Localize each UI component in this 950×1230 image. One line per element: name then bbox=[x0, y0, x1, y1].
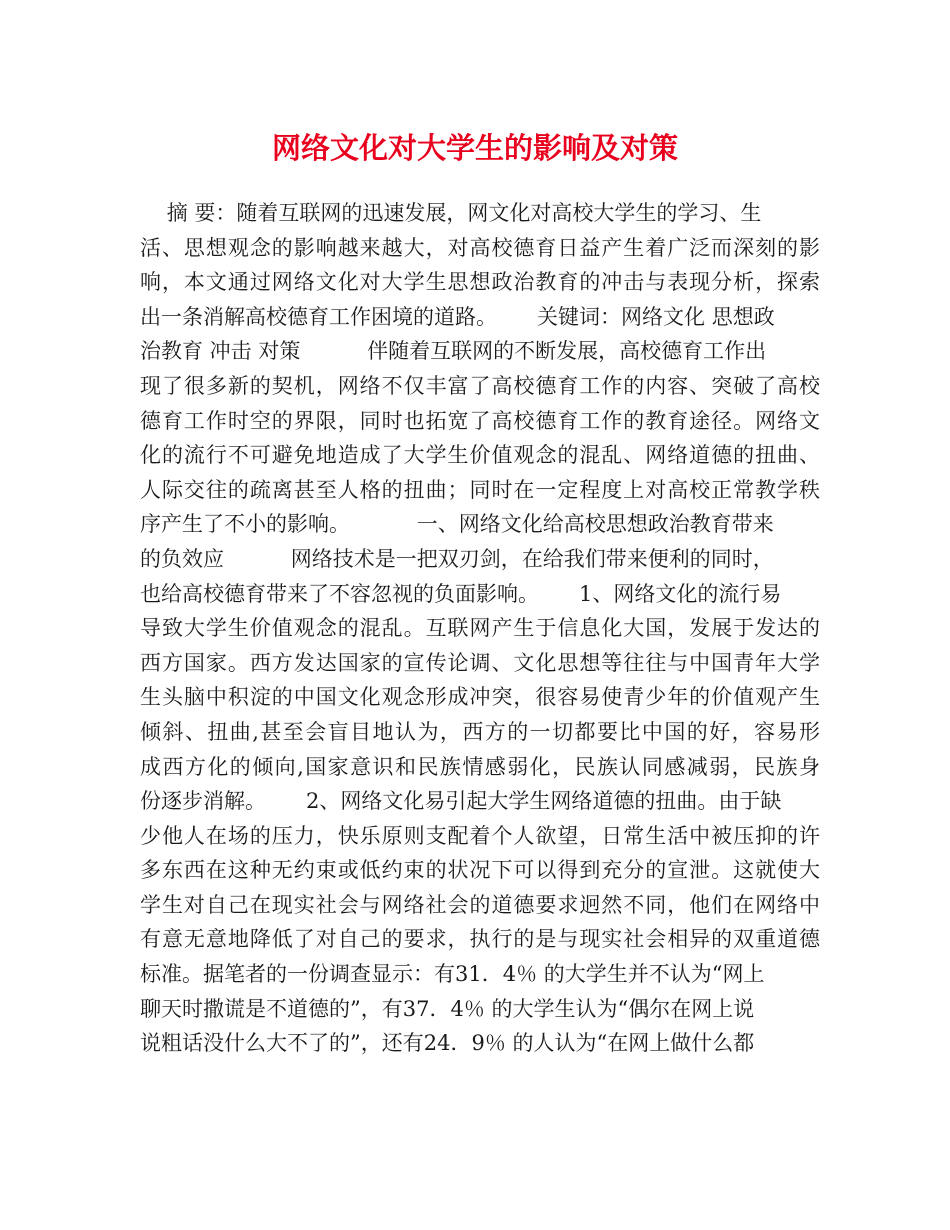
body-line-20: 多东西在这种无约束或低约束的状况下可以得到充分的宣泄。这就使大 bbox=[140, 858, 820, 883]
body-line-13: 导致大学生价值观念的混乱。互联网产生于信息化大国，发展于发达的 bbox=[140, 616, 820, 641]
body-line-3: 响，本文通过网络文化对大学生思想政治教育的冲击与表现分析，探索 bbox=[140, 270, 820, 295]
body-line-18: 份逐步消解。 2、网络文化易引起大学生网络道德的扭曲。由于缺 bbox=[140, 789, 782, 814]
body-line-22: 有意无意地降低了对自己的要求，执行的是与现实社会相异的双重道德 bbox=[140, 927, 820, 952]
body-line-10: 序产生了不小的影响。 一、网络文化给高校思想政治教育带来 bbox=[140, 512, 774, 537]
body-line-14: 西方国家。西方发达国家的宣传论调、文化思想等往往与中国青年大学 bbox=[140, 650, 820, 675]
body-line-9: 人际交往的疏离甚至人格的扭曲；同时在一定程度上对高校正常教学秩 bbox=[140, 477, 820, 502]
body-line-17: 成西方化的倾向,国家意识和民族情感弱化，民族认同感减弱，民族身 bbox=[140, 754, 820, 779]
document-title: 网络文化对大学生的影响及对策 bbox=[271, 131, 678, 165]
body-line-12: 也给高校德育带来了不容忽视的负面影响。 1、网络文化的流行易 bbox=[140, 581, 782, 606]
body-line-7: 德育工作时空的界限，同时也拓宽了高校德育工作的教育途径。网络文 bbox=[140, 408, 820, 433]
body-line-6: 现了很多新的契机，网络不仅丰富了高校德育工作的内容、突破了高校 bbox=[140, 373, 820, 398]
body-line-21: 学生对自己在现实社会与网络社会的道德要求迥然不同，他们在网络中 bbox=[140, 892, 820, 917]
body-line-23: 标准。据笔者的一份调查显示：有31．4％ 的大学生并不认为“网上 bbox=[140, 962, 765, 987]
body-line-15: 生头脑中积淀的中国文化观念形成冲突，很容易使青少年的价值观产生 bbox=[140, 685, 820, 710]
body-line-19: 少他人在场的压力，快乐原则支配着个人欲望，日常生活中被压抑的许 bbox=[140, 823, 820, 848]
body-line-4: 出一条消解高校德育工作困境的道路。 关键词：网络文化 思想政 bbox=[140, 304, 775, 329]
document-body bbox=[140, 196, 820, 1061]
body-line-5: 治教育 冲击 对策 伴随着互联网的不断发展，高校德育工作出 bbox=[140, 339, 767, 364]
body-line-8: 化的流行不可避免地造成了大学生价值观念的混乱、网络道德的扭曲、 bbox=[140, 443, 820, 468]
body-line-1: 摘 要：随着互联网的迅速发展，网文化对高校大学生的学习、生 bbox=[140, 201, 762, 225]
body-line-2: 活、思想观念的影响越来越大，对高校德育日益产生着广泛而深刻的影 bbox=[140, 235, 820, 260]
body-line-16: 倾斜、扭曲,甚至会盲目地认为，西方的一切都要比中国的好，容易形 bbox=[140, 719, 820, 744]
body-line-24: 聊天时撒谎是不道德的”，有37．4％ 的大学生认为“偶尔在网上说 bbox=[140, 996, 755, 1021]
body-line-11: 的负效应 网络技术是一把双刃剑，在给我们带来便利的同时， bbox=[140, 546, 774, 571]
body-line-25: 说粗话没什么大不了的”，还有24．9％ 的人认为“在网上做什么都 bbox=[140, 1031, 755, 1056]
